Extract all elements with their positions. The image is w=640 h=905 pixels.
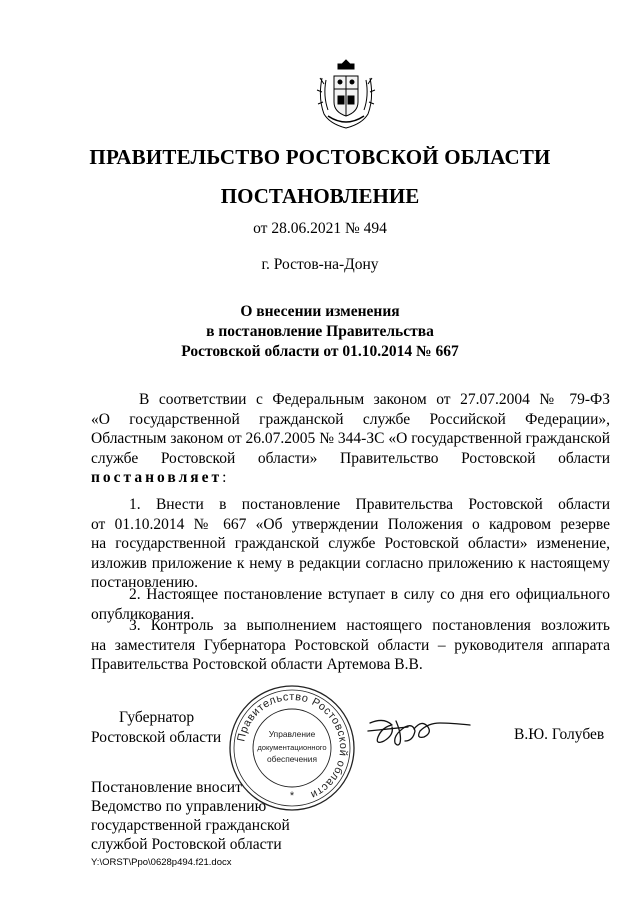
text-line: изложив приложение к нему в редакции согласно приложению к настоящему [91, 554, 610, 572]
signatory-title-line: Ростовской области [91, 728, 222, 746]
handwritten-signature [364, 713, 474, 749]
text-line: 3. Контроль за выполнением настоящего постановления возложить [129, 617, 610, 634]
item-3-paragraph [91, 616, 610, 675]
text-line: службе Ростовской области» Правительство Ростовской области [91, 449, 610, 467]
introduced-by-line: Ведомство по управлению [91, 798, 267, 815]
stamp-inner-text: Управление [268, 729, 316, 739]
text-line: Областным законом от 26.07.2005 № 344-ЗС «О государственной гражданской [91, 430, 610, 447]
decree-line [91, 468, 610, 488]
organization-title: ПРАВИТЕЛЬСТВО РОСТОВСКОЙ ОБЛАСТИ [89, 145, 551, 169]
decree-colon: : [222, 469, 227, 486]
subject-line: О внесении изменения [240, 303, 400, 320]
stamp-inner-text: обеспечения [267, 754, 317, 764]
text-line: на заместителя Губернатора Ростовской области – руководителя аппарата [91, 636, 610, 654]
file-path-footer: Y:\ORST\Ppo\0628p494.f21.docx [91, 857, 232, 868]
preamble-paragraph [91, 390, 610, 488]
introduced-by-line: государственной гражданской [91, 817, 290, 834]
text-line: от 01.10.2014 № 667 «Об утверждении Положения о кадровом резерве [91, 515, 610, 533]
document-place: г. Ростов-на-Дону [261, 256, 379, 273]
decree-word: постановляет [91, 469, 223, 486]
stamp-inner-text: документационного [257, 743, 327, 752]
text-line: на государственной гражданской службе Ростовской области» изменение, [91, 535, 610, 552]
document-type: ПОСТАНОВЛЕНИЕ [220, 184, 420, 208]
stamp-ring-text: Правительство Ростовской области [235, 690, 350, 801]
subject-line: в постановление Правительства [206, 323, 434, 340]
text-line: Правительства Ростовской области Артемова В.В. [91, 656, 423, 673]
document-subject [0, 302, 640, 362]
text-line: «О государственной гражданской службе Российской Федерации», [91, 410, 610, 428]
text-line: В соответствии с Федеральным законом от 27.07.2004 № 79-ФЗ [139, 391, 610, 408]
document-date-number: от 28.06.2021 № 494 [253, 220, 387, 237]
introduced-by-block [91, 778, 290, 854]
text-line: постановлению. [91, 574, 198, 591]
signatory-title [91, 708, 221, 747]
item-1-paragraph [91, 495, 610, 593]
introduced-by-line: Постановление вносит [91, 779, 242, 796]
text-line: 1. Внести в постановление Правительства Ростовской области [129, 496, 610, 513]
signatory-title-line: Губернатор [119, 709, 195, 726]
introduced-by-line: службой Ростовской области [91, 836, 282, 853]
subject-line: Ростовской области от 01.10.2014 № 667 [181, 343, 459, 360]
text-line: опубликования. [91, 605, 195, 623]
stamp-star: * [289, 790, 295, 802]
signatory-name: В.Ю. Голубев [514, 726, 605, 743]
coat-of-arms-icon [316, 58, 376, 130]
text-line: 2. Настоящее постановление вступает в силу со дня его официального [129, 586, 610, 603]
